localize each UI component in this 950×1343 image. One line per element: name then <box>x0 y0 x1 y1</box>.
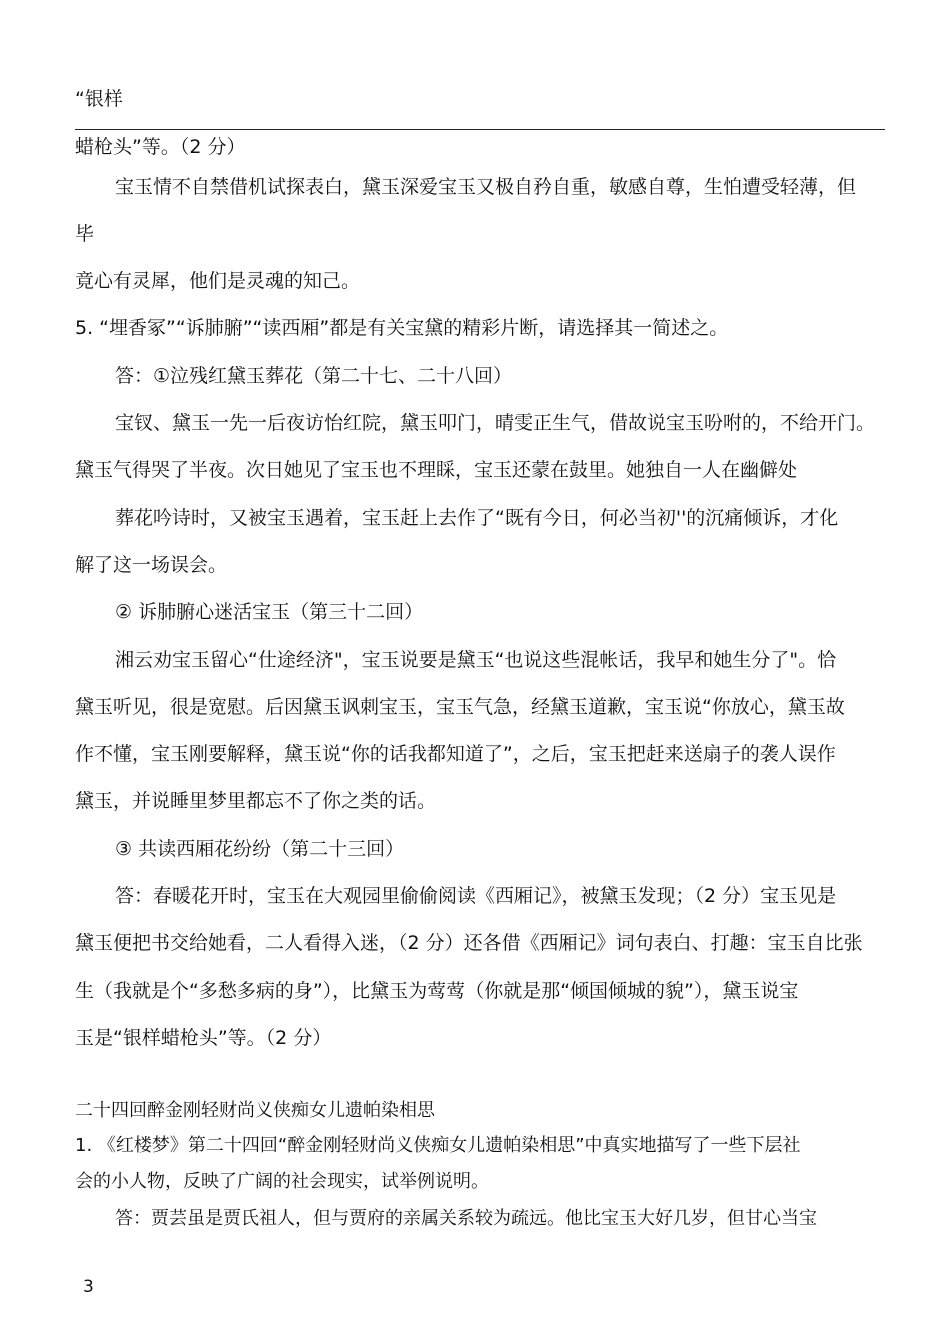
answer-heading-1: 答：①泣残红黛玉葬花（第二十七、二十八回） <box>115 365 513 387</box>
text-line: 宝钗、黛玉一先一后夜访怡红院，黛玉叩门，晴雯正生气，借故说宝玉吩咐的，不给开门。 <box>115 412 876 434</box>
text-line: 蜡枪头”等。（2 分） <box>75 136 246 158</box>
question-5: 5. “埋香冢”“诉肺腑”“读西厢”都是有关宝黛的精彩片断，请选择其一简述之。 <box>75 317 729 339</box>
text-line: 竟心有灵犀，他们是灵魂的知己。 <box>75 270 361 292</box>
text-line: 会的小人物，反映了广阔的社会现实，试举例说明。 <box>75 1171 489 1192</box>
text-line: 黛玉，并说睡里梦里都忘不了你之类的话。 <box>75 790 437 812</box>
text-line: 生（我就是个“多愁多病的身”），比黛玉为莺莺（你就是那“倾国倾城的貌”），黛玉说宝 <box>75 980 799 1002</box>
text-line: 湘云劝宝玉留心“仕途经济"，宝玉说要是黛玉“也说这些混帐话，我早和她生分了"。恰 <box>115 649 837 671</box>
text-line: 答：贾芸虽是贾氏祖人，但与贾府的亲属关系较为疏远。他比宝玉大好几岁，但甘心当宝 <box>115 1208 817 1229</box>
page-number: 3 <box>83 1277 94 1297</box>
text-line: 毕 <box>75 223 95 245</box>
text-line: 葬花吟诗时，又被宝玉遇着，宝玉赶上去作了“既有今日，何必当初''的沉痛倾诉，才化 <box>115 507 839 529</box>
chapter-heading: 二十四回醉金刚轻财尚义侠痴女儿遗帕染相思 <box>75 1100 435 1121</box>
underline-rule <box>75 129 885 130</box>
text-line: “银样 <box>75 88 123 110</box>
text-line: 答：春暖花开时，宝玉在大观园里偷偷阅读《西厢记》，被黛玉发现；（2 分）宝玉见是 <box>115 885 837 907</box>
text-line: 玉是“银样蜡枪头”等。（2 分） <box>75 1027 332 1049</box>
question-1: 1. 《红楼梦》第二十四回“醉金刚轻财尚义侠痴女儿遗帕染相思”中真实地描写了一些下层社 <box>75 1135 801 1156</box>
text-line: 黛玉听见，很是宽慰。后因黛玉讽刺宝玉，宝玉气急，经黛玉道歉，宝玉说“你放心，黛玉故 <box>75 696 845 718</box>
answer-heading-2: ② 诉肺腑心迷活宝玉（第三十二回） <box>115 601 424 623</box>
text-line: 作不懂，宝玉刚要解释，黛玉说“你的话我都知道了”，之后，宝玉把赶来送扇子的袭人误作 <box>75 743 836 765</box>
text-line: 黛玉气得哭了半夜。次日她见了宝玉也不理睬，宝玉还蒙在鼓里。她独自一人在幽僻处 <box>75 459 798 481</box>
text-line: 解了这一场误会。 <box>75 554 228 576</box>
text-line: 黛玉便把书交给她看，二人看得入迷，（2 分）还各借《西厢记》词句表白、打趣：宝玉自比张 <box>75 932 863 954</box>
text-line: 宝玉情不自禁借机试探表白，黛玉深爱宝玉又极自矜自重，敏感自尊，生怕遭受轻薄，但 <box>115 176 857 198</box>
answer-heading-3: ③ 共读西厢花纷纷（第二十三回） <box>115 838 405 860</box>
